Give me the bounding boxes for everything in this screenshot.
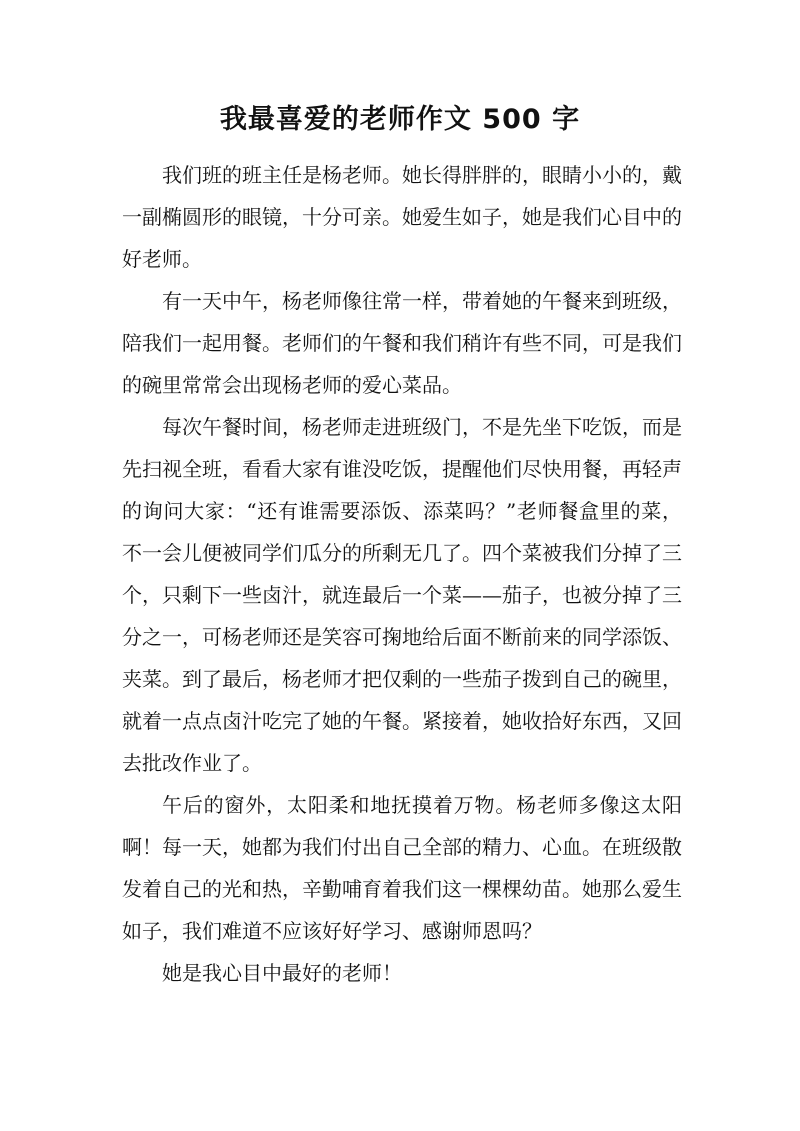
paragraph-2: 有一天中午，杨老师像往常一样，带着她的午餐来到班级，陪我们一起用餐。老师们的午餐和我们稍许有些不同，可是我们的碗里常常会出现杨老师的爱心菜品。 [122, 289, 682, 397]
paragraph-5: 她是我心目中最好的老师！ [162, 961, 402, 985]
paragraph-3: 每次午餐时间，杨老师走进班级门，不是先坐下吃饭，而是先扫视全班，看看大家有谁没吃饭，提醒他们尽快用餐，再轻声的询问大家：“还有谁需要添饭、添菜吗？”老师餐盒里的菜，不一会儿便被同学们瓜分的所剩无几了。四个菜被我们分掉了三个，只剩下一些卤汁，就连最后一个菜——茄子，也被分掉了三分之一，可杨老师还是笑容可掬地给后面不断前来的同学添饭、夹菜。到了最后，杨老师才把仅剩的一些茄子拨到自己的碗里，就着一点点卤汁吃完了她的午餐。紧接着，她收拾好东西，又回去批改作业了。 [122, 415, 682, 775]
document-body [122, 154, 682, 994]
document-title: 我最喜爱的老师作文 500 字 [219, 104, 581, 135]
paragraph-4: 午后的窗外，太阳柔和地抚摸着万物。杨老师多像这太阳啊！每一天，她都为我们付出自己全部的精力、心血。在班级散发着自己的光和热，辛勤哺育着我们这一棵棵幼苗。她那么爱生如子，我们难道不应该好好学习、感谢师恩吗？ [122, 793, 682, 943]
paragraph-1: 我们班的班主任是杨老师。她长得胖胖的，眼睛小小的，戴一副椭圆形的眼镜，十分可亲。她爱生如子，她是我们心目中的好老师。 [122, 163, 682, 271]
